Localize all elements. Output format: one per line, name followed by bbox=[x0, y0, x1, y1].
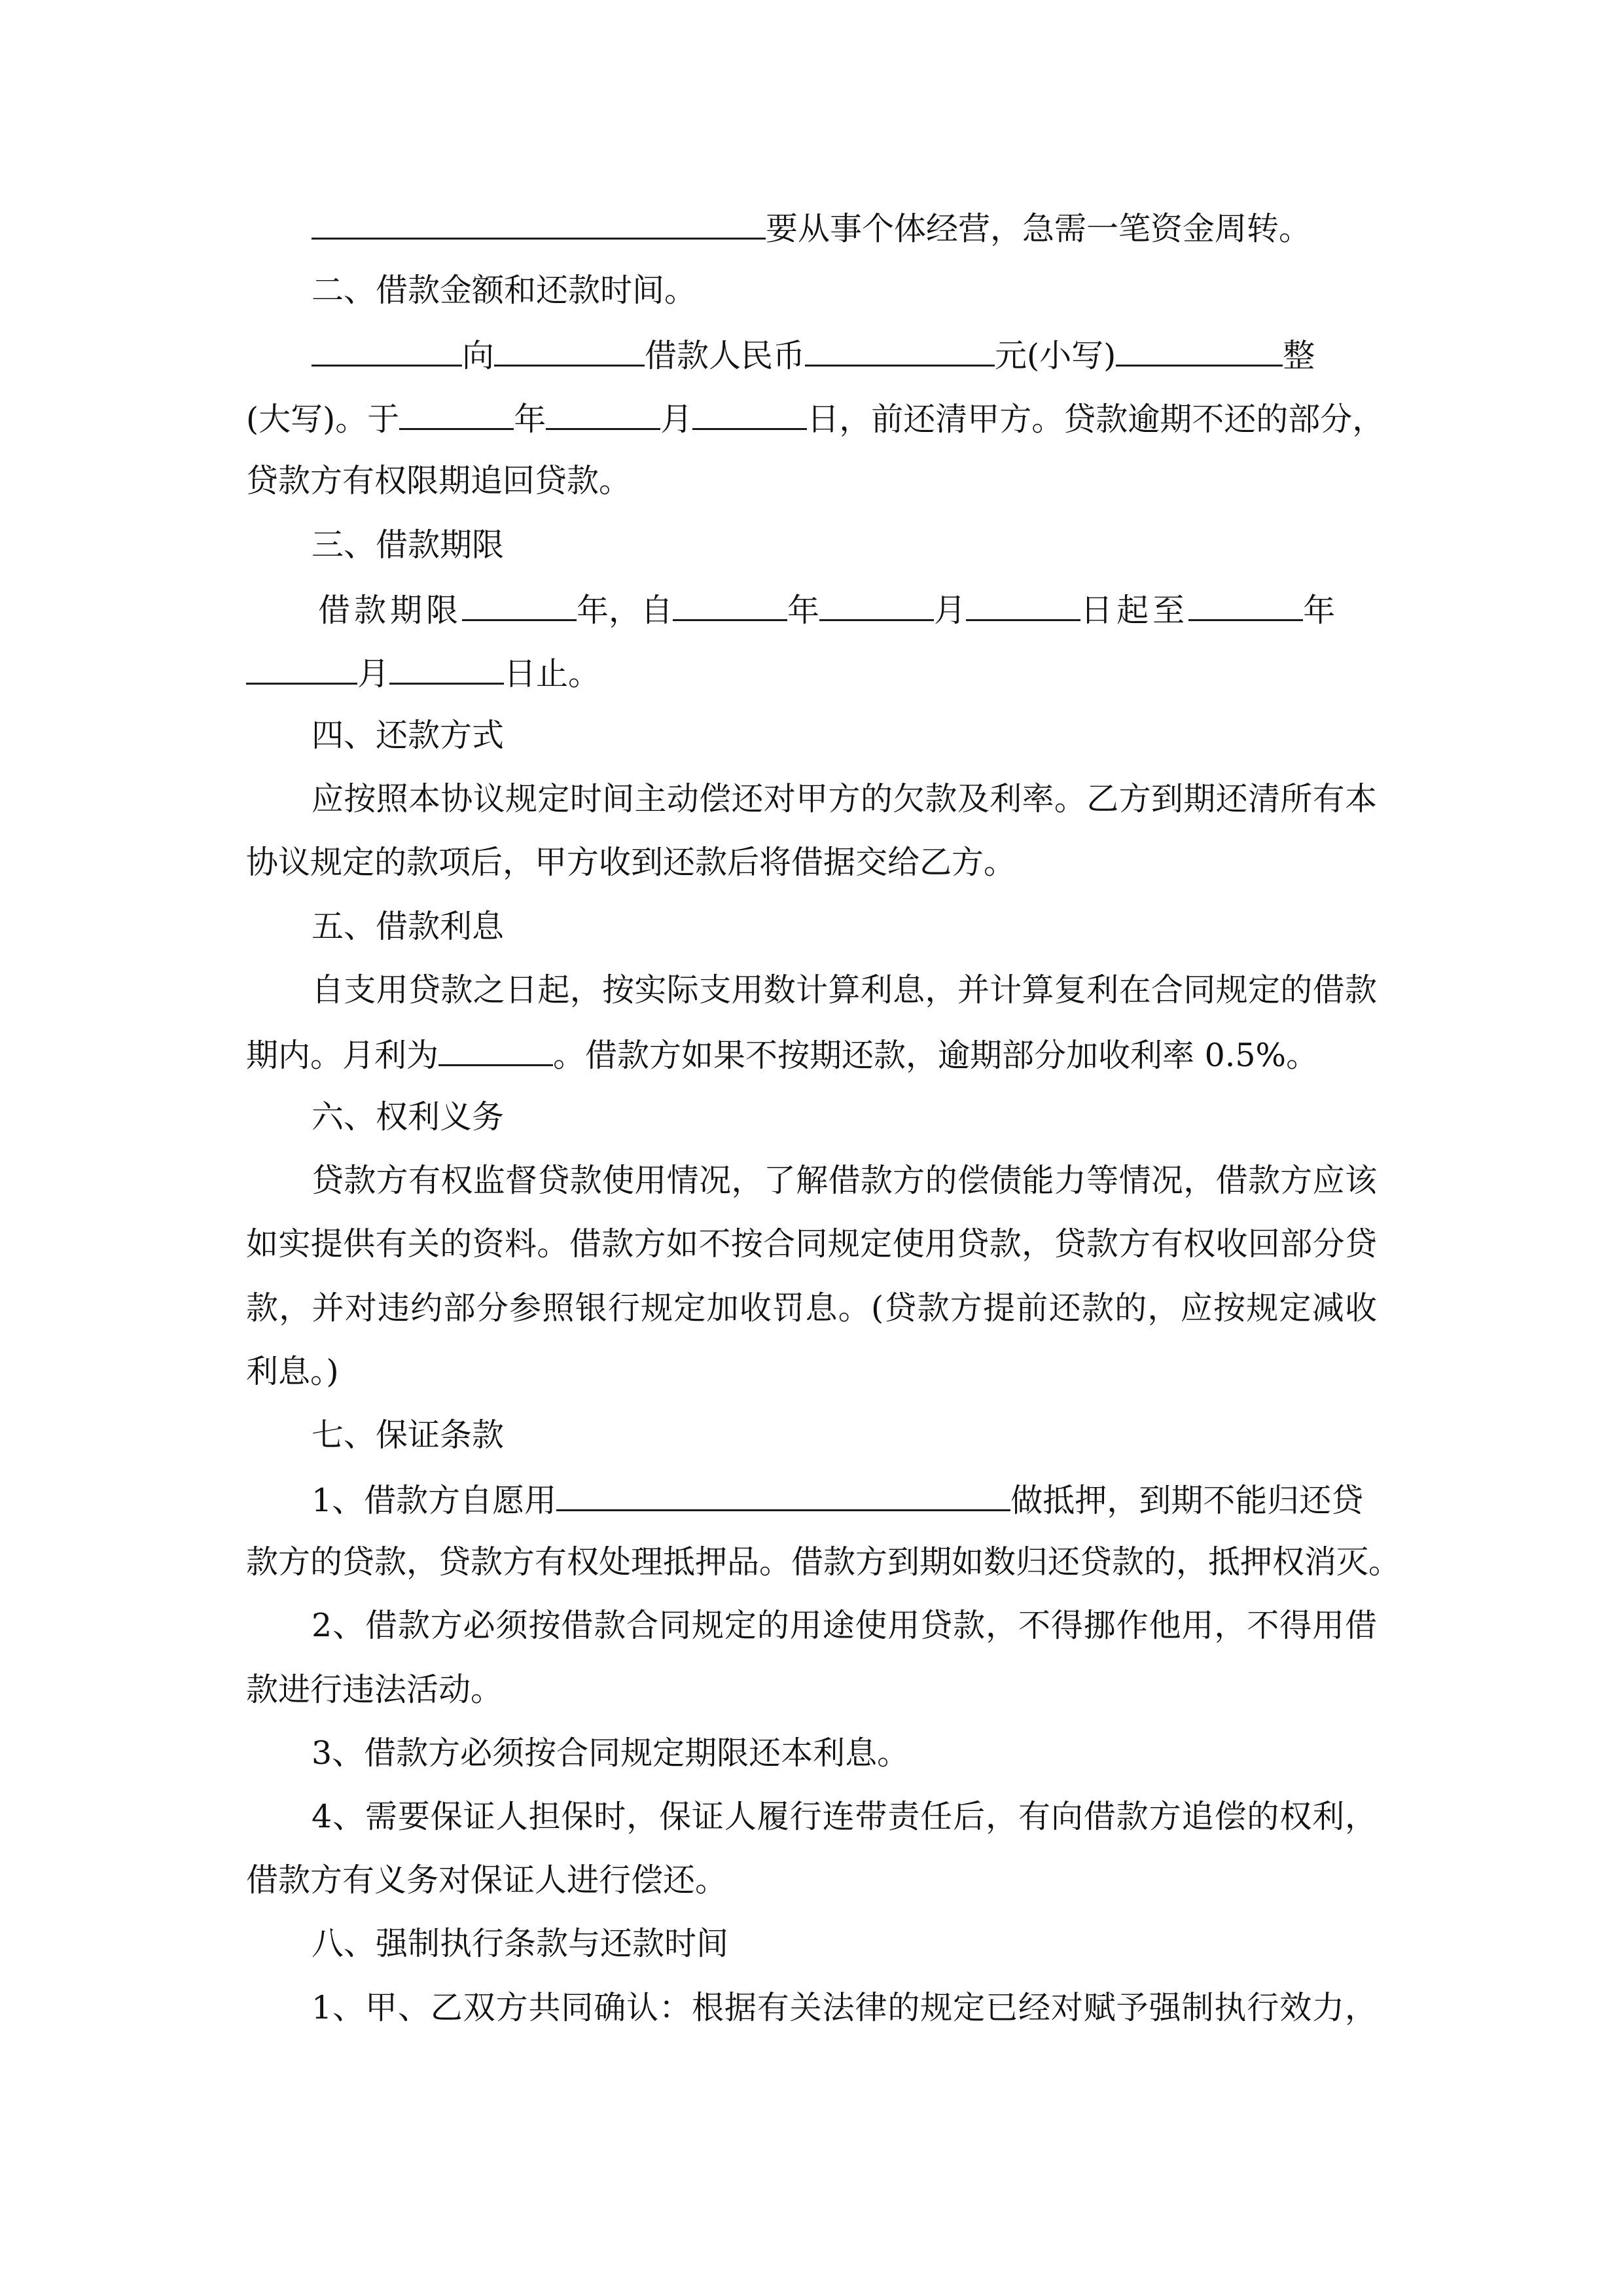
blank-field bbox=[312, 207, 766, 240]
text-line-7 bbox=[318, 589, 1335, 630]
line-text: 款进行违法活动。 bbox=[246, 1671, 503, 1708]
line-text: 。借款方如果不按期还款，逾期部分加收利率 0.5%。 bbox=[553, 1037, 1319, 1074]
blank-field bbox=[819, 589, 934, 621]
line-text: 日止。 bbox=[504, 655, 601, 692]
text-line-3 bbox=[312, 334, 1315, 376]
text-line-8 bbox=[246, 653, 600, 694]
heading-text: 二、借款金额和还款时间。 bbox=[312, 272, 697, 309]
line-text: 月 bbox=[934, 592, 967, 629]
text-line-1 bbox=[312, 207, 1311, 249]
blank-field bbox=[462, 589, 577, 621]
text-line-5 bbox=[246, 461, 631, 501]
line-text: 1、甲、乙双方共同确认：根据有关法律的规定已经对赋予强制执行效力， bbox=[312, 1989, 1377, 2026]
line-text: 4、需要保证人担保时，保证人履行连带责任后，有向借款方追偿的权利， bbox=[312, 1798, 1377, 1835]
line-text: (大写)。于 bbox=[246, 401, 400, 438]
heading-text: 六、权利义务 bbox=[312, 1098, 505, 1136]
blank-field bbox=[246, 653, 357, 685]
heading-text: 七、保证条款 bbox=[312, 1416, 505, 1454]
text-line-16 bbox=[312, 1161, 1377, 1200]
line-text: 年 bbox=[1303, 592, 1336, 629]
line-text: 整 bbox=[1283, 337, 1315, 374]
line-text: 月 bbox=[357, 655, 390, 692]
line-text: 借款方有义务对保证人进行偿还。 bbox=[246, 1861, 728, 1899]
text-line-25 bbox=[312, 1734, 909, 1773]
text-line-23 bbox=[312, 1606, 1377, 1645]
line-text: 借款人民币 bbox=[645, 337, 806, 374]
line-text: 款方的贷款，贷款方有权处理抵押品。借款方到期如数归还贷款的，抵押权消灭。 bbox=[246, 1543, 1401, 1581]
line-text: 要从事个体经营，急需一笔资金周转。 bbox=[766, 210, 1311, 247]
heading-text: 四、还款方式 bbox=[312, 717, 505, 754]
line-text: 贷款方有权监督贷款使用情况，了解借款方的偿债能力等情况，借款方应该 bbox=[312, 1162, 1377, 1199]
line-text: 做抵押，到期不能归还贷 bbox=[1010, 1482, 1364, 1519]
blank-field bbox=[692, 398, 807, 430]
text-line-26 bbox=[312, 1797, 1377, 1837]
line-text: 协议规定的款项后，甲方收到还款后将借据交给乙方。 bbox=[246, 844, 1016, 881]
line-text: 月 bbox=[660, 401, 693, 438]
blank-field bbox=[966, 589, 1080, 621]
line-text: 借款期限 bbox=[318, 592, 463, 629]
blank-field bbox=[399, 398, 514, 430]
section-heading-3 bbox=[312, 526, 504, 565]
text-line-17 bbox=[246, 1225, 1377, 1264]
text-line-19 bbox=[246, 1352, 339, 1391]
section-heading-6 bbox=[312, 1098, 504, 1137]
text-line-22 bbox=[246, 1543, 1401, 1582]
line-text: 1、借款方自愿用 bbox=[312, 1482, 557, 1519]
blank-field bbox=[805, 334, 995, 367]
text-line-18 bbox=[246, 1289, 1377, 1328]
blank-field bbox=[389, 653, 504, 685]
text-line-27 bbox=[246, 1861, 727, 1900]
section-heading-7 bbox=[312, 1416, 504, 1455]
heading-text: 八、强制执行条款与还款时间 bbox=[312, 1925, 729, 1962]
line-text: 2、借款方必须按借款合同规定的用途使用贷款，不得挪作他用，不得用借 bbox=[312, 1607, 1377, 1644]
line-text: 日，前还清甲方。贷款逾期不还的部分， bbox=[807, 401, 1385, 438]
heading-text: 三、借款期限 bbox=[312, 526, 505, 564]
section-heading-2 bbox=[312, 271, 696, 310]
blank-field bbox=[556, 1479, 1010, 1511]
text-line-4 bbox=[246, 398, 1384, 439]
blank-field bbox=[438, 1034, 553, 1066]
text-line-10 bbox=[312, 780, 1377, 819]
blank-field bbox=[546, 398, 660, 430]
section-heading-8 bbox=[312, 1924, 728, 1964]
line-text: 年 bbox=[787, 592, 820, 629]
text-line-21 bbox=[312, 1479, 1363, 1520]
text-line-13 bbox=[312, 971, 1377, 1010]
text-line-14 bbox=[246, 1034, 1318, 1075]
line-text: 年 bbox=[514, 401, 546, 438]
line-text: 元(小写) bbox=[995, 337, 1116, 374]
line-text: 利息。) bbox=[246, 1353, 339, 1390]
text-line-24 bbox=[246, 1670, 503, 1710]
section-heading-4 bbox=[312, 716, 504, 755]
line-text: 期内。月利为 bbox=[246, 1037, 439, 1074]
heading-text: 五、借款利息 bbox=[312, 908, 505, 945]
line-text: 应按照本协议规定时间主动偿还对甲方的欠款及利率。乙方到期还清所有本 bbox=[312, 780, 1377, 817]
blank-field bbox=[312, 334, 462, 367]
section-heading-5 bbox=[312, 907, 504, 946]
blank-field bbox=[1116, 334, 1283, 367]
blank-field bbox=[1188, 589, 1303, 621]
line-text: 向 bbox=[462, 337, 495, 374]
line-text: 款，并对违约部分参照银行规定加收罚息。(贷款方提前还款的，应按规定减收 bbox=[246, 1289, 1377, 1327]
line-text: 3、借款方必须按合同规定期限还本利息。 bbox=[312, 1734, 910, 1772]
line-text: 贷款方有权限期追回贷款。 bbox=[246, 462, 632, 499]
blank-field bbox=[494, 334, 645, 367]
line-text: 自支用贷款之日起，按实际支用数计算利息，并计算复利在合同规定的借款 bbox=[312, 971, 1377, 1009]
text-line-11 bbox=[246, 843, 1016, 882]
line-text: 年，自 bbox=[577, 592, 673, 629]
line-text: 日起至 bbox=[1080, 592, 1189, 629]
line-text: 如实提供有关的资料。借款方如不按合同规定使用贷款，贷款方有权收回部分贷 bbox=[246, 1225, 1377, 1263]
text-line-29 bbox=[312, 1988, 1377, 2028]
blank-field bbox=[673, 589, 787, 621]
